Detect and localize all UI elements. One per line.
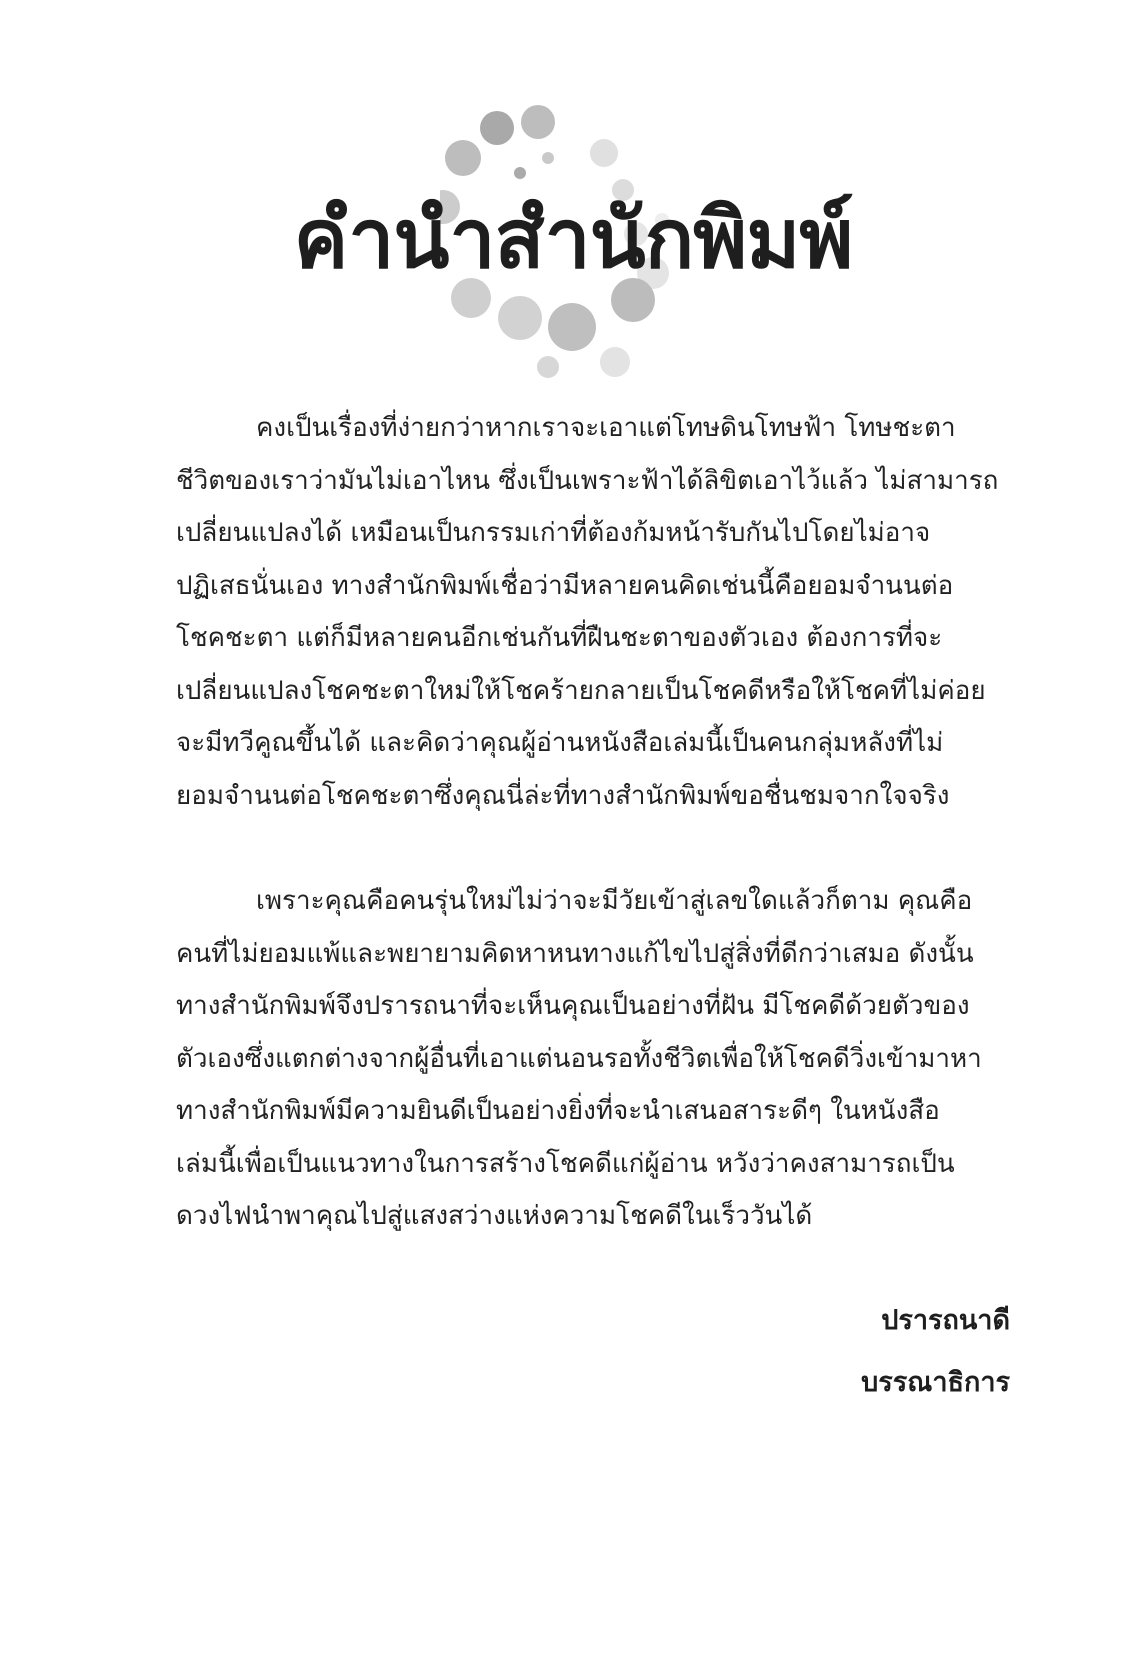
- text-line: ชีวิตของเราว่ามันไม่เอาไหน ซึ่งเป็นเพราะฟ้าได้ลิขิตเอาไว้แล้ว ไม่สามารถ: [176, 465, 999, 496]
- signature-author: บรรณาธิการ: [861, 1367, 1010, 1398]
- text-line: ดวงไฟนำพาคุณไปสู่แสงสว่างแห่งความโชคดีในเร็ววันได้: [176, 1201, 813, 1231]
- text-line: โชคชะตา แต่ก็มีหลายคนอีกเช่นกันที่ฝืนชะตาของตัวเอง ต้องการที่จะ: [176, 623, 943, 653]
- signature-closing: ปรารถนาดี: [881, 1305, 1010, 1336]
- paragraph-1: [176, 402, 1012, 822]
- text-line: เล่มนี้เพื่อเป็นแนวทางในการสร้างโชคดีแก่ผู้อ่าน หวังว่าคงสามารถเป็น: [176, 1148, 955, 1179]
- paragraph-2: [176, 875, 1012, 1243]
- text-line: เปลี่ยนแปลงโชคชะตาใหม่ให้โชคร้ายกลายเป็นโชคดีหรือให้โชคที่ไม่ค่อย: [176, 675, 986, 706]
- page-title: คำนำสำนักพิมพ์: [293, 192, 853, 287]
- text-line: ตัวเองซึ่งแตกต่างจากผู้อื่นที่เอาแต่นอนรอทั้งชีวิตเพื่อให้โชคดีวิ่งเข้ามาหา: [176, 1043, 982, 1074]
- text-line: เพราะคุณคือคนรุ่นใหม่ไม่ว่าจะมีวัยเข้าสู่เลขใดแล้วก็ตาม คุณคือ: [256, 886, 973, 916]
- text-line: ปฏิเสธนั่นเอง ทางสำนักพิมพ์เชื่อว่ามีหลายคนคิดเช่นนี้คือยอมจำนนต่อ: [176, 570, 954, 601]
- text-line: คงเป็นเรื่องที่ง่ายกว่าหากเราจะเอาแต่โทษดินโทษฟ้า โทษชะตา: [256, 413, 956, 443]
- text-line: จะมีทวีคูณขึ้นได้ และคิดว่าคุณผู้อ่านหนังสือเล่มนี้เป็นคนกลุ่มหลังที่ไม่: [176, 728, 944, 758]
- text-line: ทางสำนักพิมพ์จึงปรารถนาที่จะเห็นคุณเป็นอย่างที่ฝัน มีโชคดีด้วยตัวของ: [176, 991, 970, 1021]
- signature-block: [861, 1290, 1010, 1414]
- text-line: คนที่ไม่ยอมแพ้และพยายามคิดหาหนทางแก้ไขไปสู่สิ่งที่ดีกว่าเสมอ ดังนั้น: [176, 938, 974, 969]
- text-line: ทางสำนักพิมพ์มีความยินดีเป็นอย่างยิ่งที่จะนำเสนอสาระดีๆ ในหนังสือ: [176, 1096, 940, 1126]
- document-body: [176, 402, 1012, 1243]
- text-line: เปลี่ยนแปลงได้ เหมือนเป็นกรรมเก่าที่ต้องก้มหน้ารับกันไปโดยไม่อาจ: [176, 518, 931, 548]
- text-line: ยอมจำนนต่อโชคชะตาซึ่งคุณนี่ล่ะที่ทางสำนักพิมพ์ขอชื่นชมจากใจจริง: [176, 780, 950, 811]
- paragraph-gap: [176, 822, 1012, 875]
